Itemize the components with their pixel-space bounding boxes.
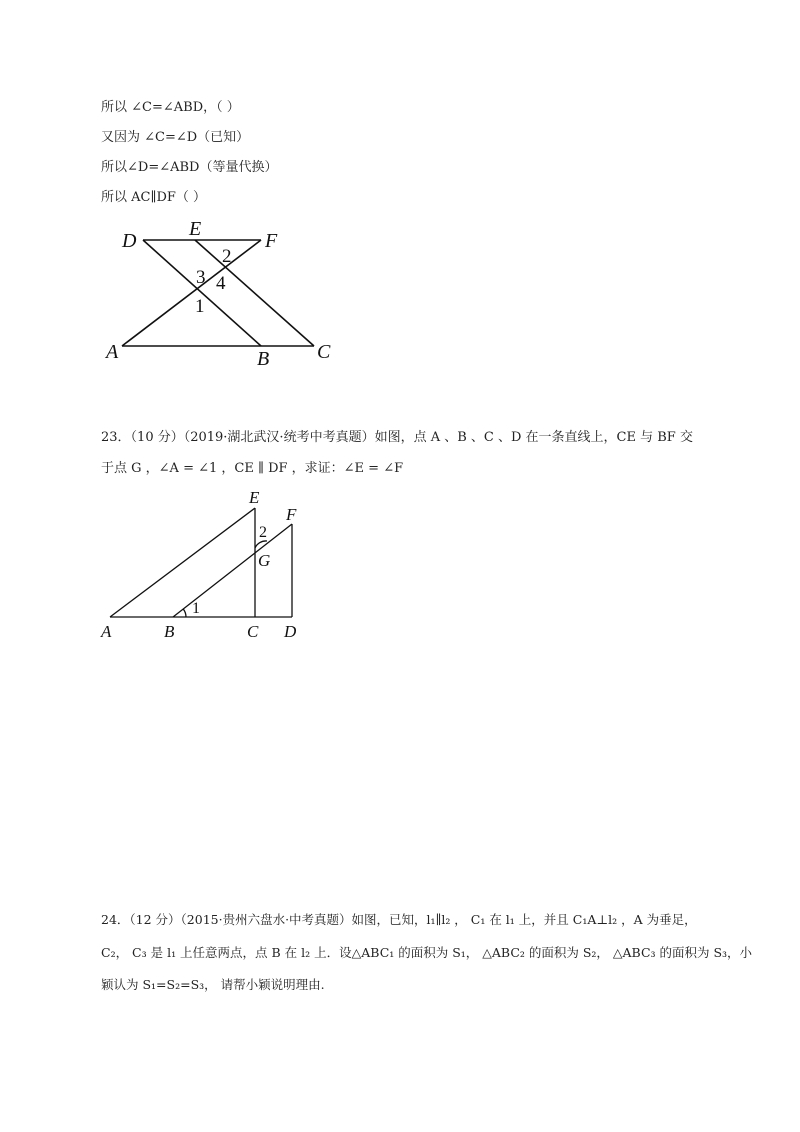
segment-EC (195, 240, 314, 346)
angle-label-2: 2 (222, 246, 232, 267)
label-C: C (317, 341, 331, 363)
segment-BF (173, 524, 292, 617)
label-A: A (101, 622, 112, 641)
angle-label-1: 1 (192, 600, 200, 617)
segment-AF (122, 240, 261, 346)
q24-line-2: C₂， C₃ 是 l₁ 上任意两点，点 B 在 l₂ 上．设△ABC₁ 的面积为 S₁， △ABC₂ 的面积为 S₂， △ABC₃ 的面积为 S₃，小 (101, 945, 753, 960)
segment-DB (143, 240, 261, 346)
geometry-figure-1 (100, 215, 350, 375)
label-B: B (257, 348, 270, 370)
q24-line-1: 24．（12 分）（2015·贵州六盘水·中考真题）如图，已知，l₁∥l₂ ， C₁ 在 l₁ 上，并且 C₁A⊥l₂ ，A 为垂足， (101, 912, 697, 927)
label-F: F (286, 505, 297, 524)
angle-label-2: 2 (259, 524, 267, 541)
angle-label-4: 4 (216, 273, 226, 294)
label-A: A (106, 341, 119, 363)
proof-line-1: 所以 ∠C=∠ABD，（ ） (101, 100, 240, 115)
label-E: E (189, 218, 202, 240)
segment-AE (110, 508, 255, 617)
q23-line-2: 于点 G ，∠A = ∠1 ，CE ∥ DF ，求证：∠E = ∠F (101, 461, 404, 476)
proof-line-3: 所以∠D=∠ABD（等量代换） (101, 160, 278, 175)
label-E: E (249, 488, 260, 507)
label-G: G (258, 551, 271, 570)
label-F: F (265, 230, 278, 252)
label-C: C (247, 622, 259, 641)
angle-label-1: 1 (195, 296, 205, 317)
geometry-figure-2 (95, 485, 315, 645)
q24-line-3: 颖认为 S₁=S₂=S₃， 请帮小颖说明理由. (101, 977, 325, 992)
label-D: D (122, 230, 137, 252)
proof-line-2: 又因为 ∠C=∠D（已知） (101, 130, 250, 145)
label-B: B (164, 622, 175, 641)
label-D: D (284, 622, 297, 641)
angle-label-3: 3 (196, 267, 206, 288)
proof-line-4: 所以 AC∥DF（ ） (101, 190, 207, 205)
angle-arc-1 (183, 609, 186, 617)
q23-line-1: 23．（10 分）（2019·湖北武汉·统考中考真题）如图，点 A 、B 、C 、D 在一条直线上，CE 与 BF 交 (101, 430, 693, 445)
